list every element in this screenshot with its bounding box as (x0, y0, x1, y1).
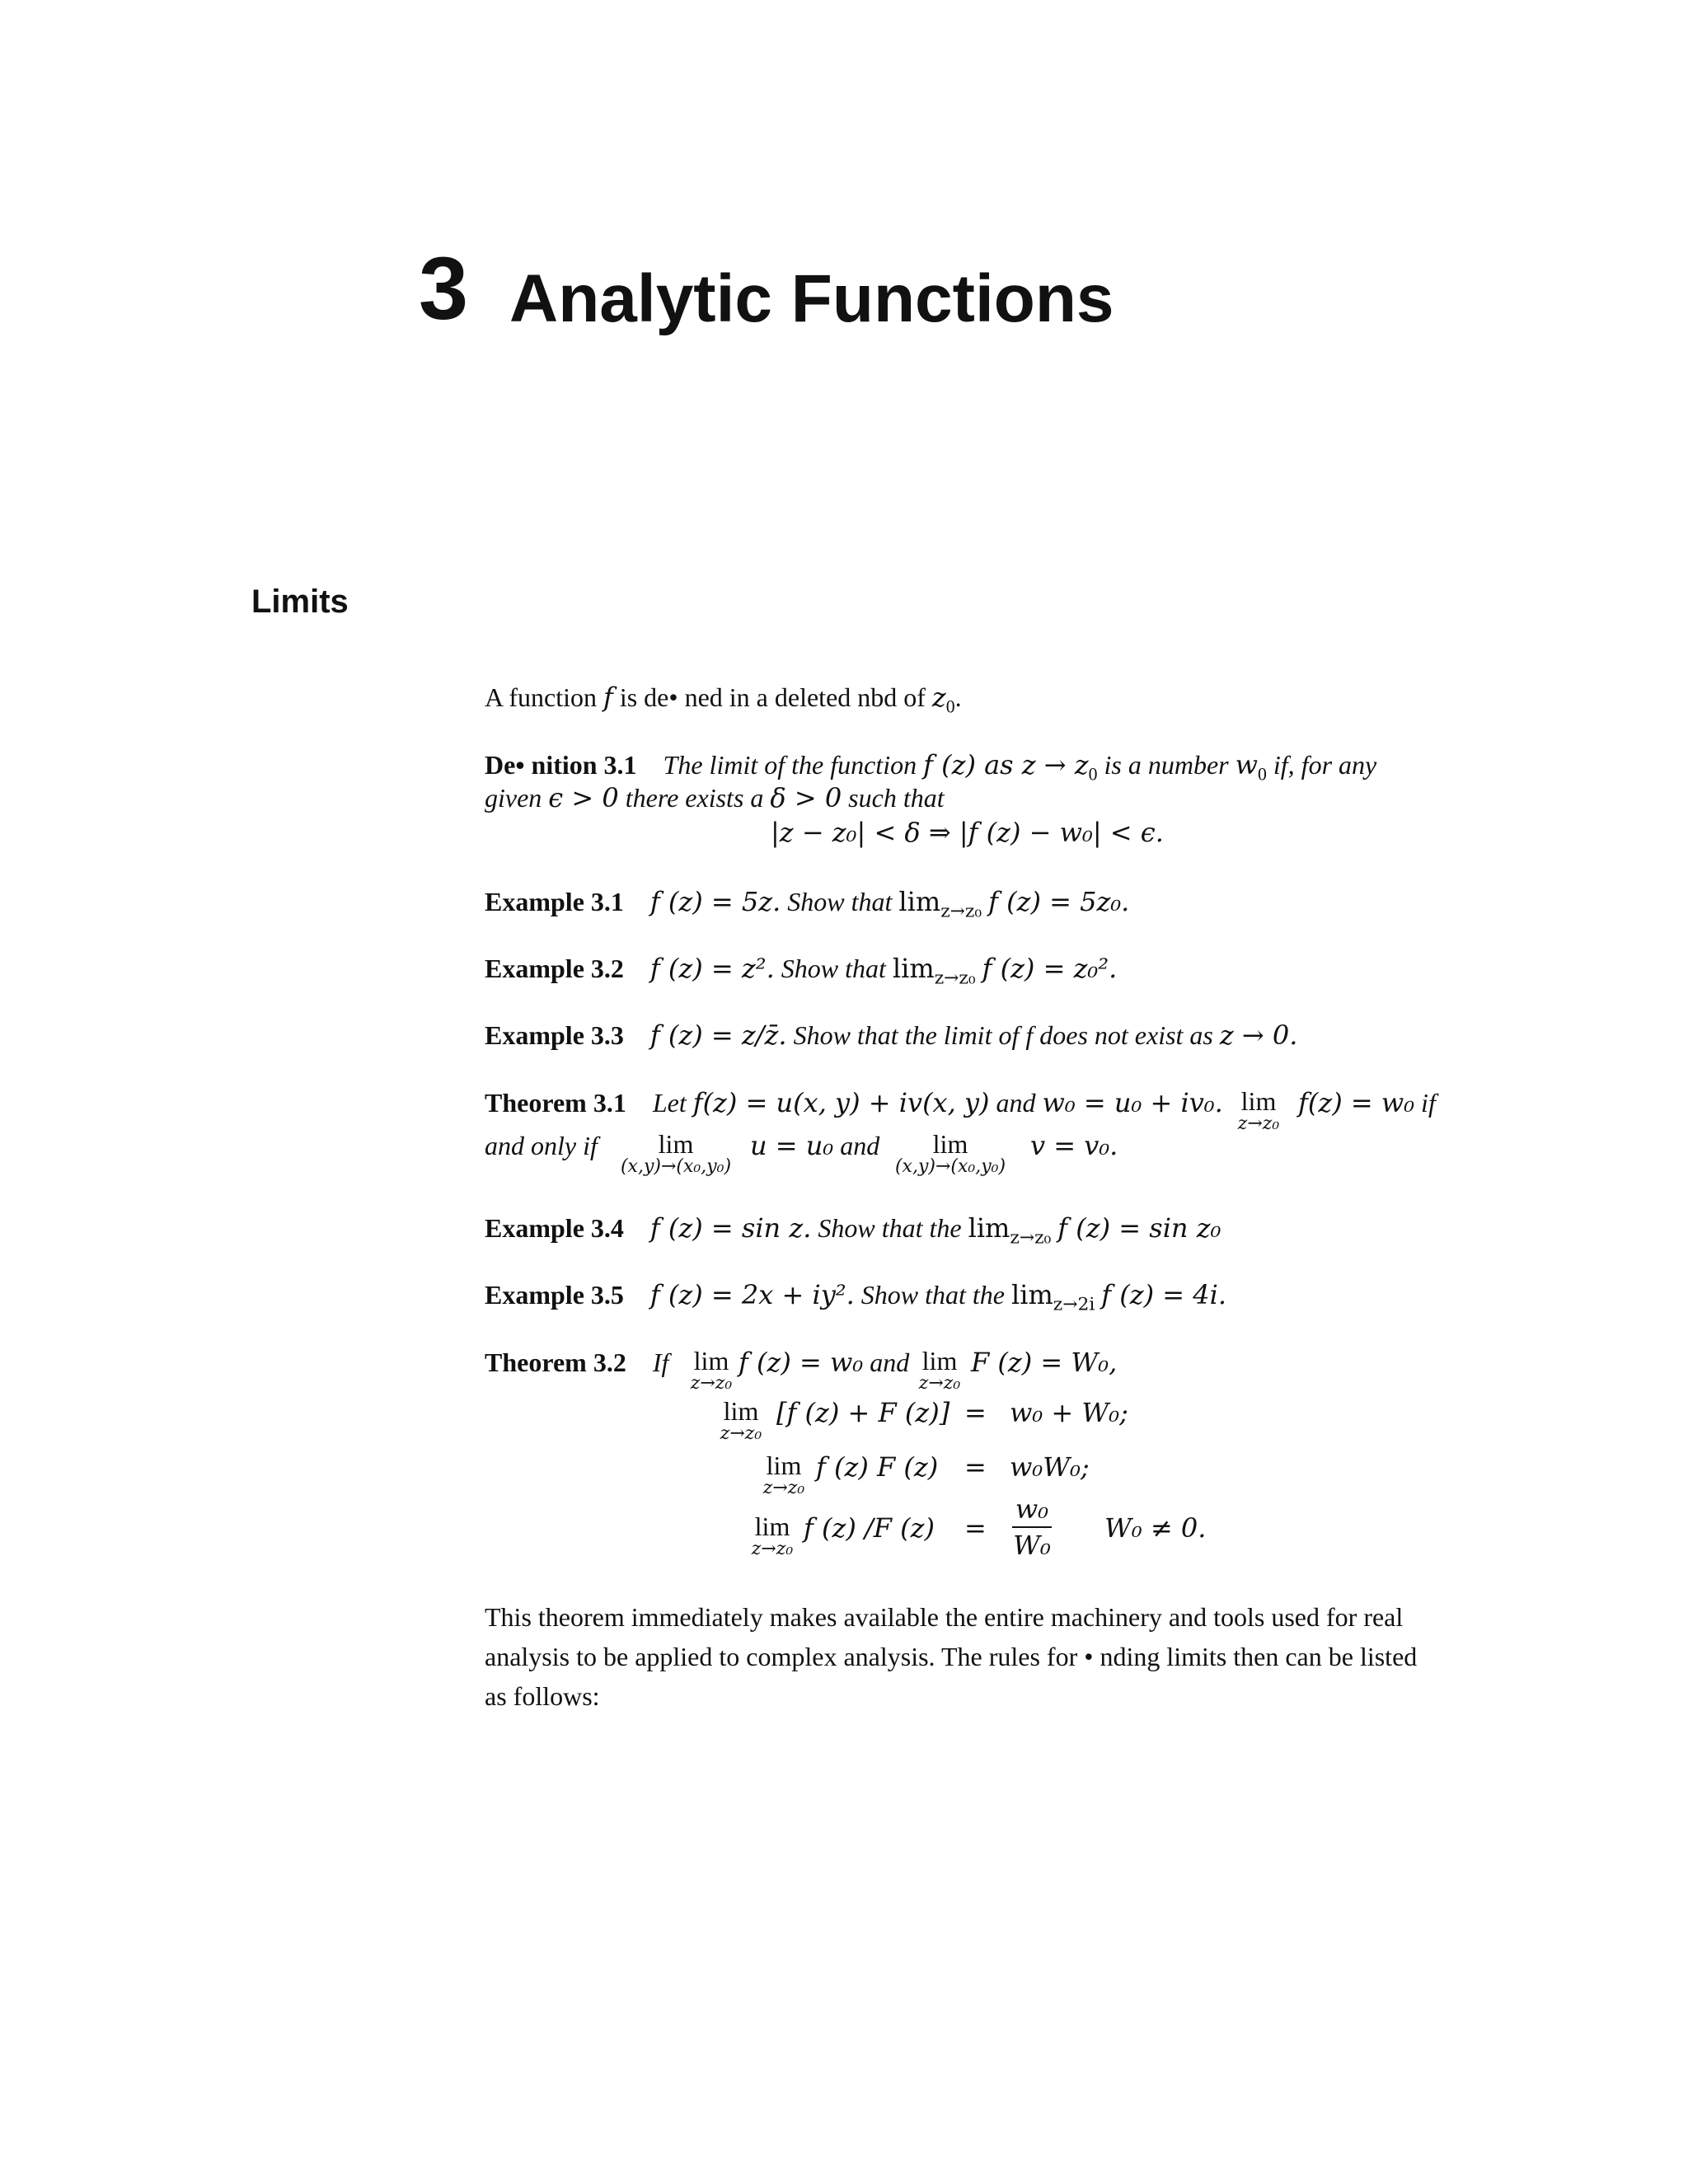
theorem-3-1-u-part: u = u₀ and (750, 1130, 880, 1161)
section-heading: Limits (251, 583, 349, 620)
theorem-label: Theorem 3.2 (485, 1347, 626, 1377)
theorem-3-2-row-3-eq: = (964, 1512, 987, 1544)
theorem-3-2-row-1-lhs: [f (z) + F (z)] (776, 1397, 950, 1428)
theorem-3-1-v-part: v = v₀. (1030, 1130, 1118, 1161)
fraction-numerator: w₀ (1015, 1493, 1049, 1525)
theorem-3-1-and-only-if: and only if (485, 1131, 598, 1160)
closing-paragraph (485, 1597, 1432, 1716)
example-label: Example 3.2 (485, 954, 624, 983)
theorem-3-2-limit-f: lim z→z₀ (690, 1346, 733, 1394)
theorem-3-2-row-2-rhs: w₀W₀; (1010, 1451, 1090, 1483)
example-3-3: Example 3.3 f (z) = z/z̄. Show that the limit of f does not exist as z → 0. (485, 1019, 1298, 1051)
closing-line-2: analysis to be applied to complex analysis. The rules for • nding limits then can be listed (485, 1642, 1418, 1671)
theorem-3-2-row-3-lhs: f (z) /F (z) (804, 1512, 935, 1544)
theorem-3-1-limit-u: lim (x,y)→(x₀,y₀) (620, 1129, 732, 1177)
theorem-3-2-label-line: Theorem 3.2 If (485, 1347, 669, 1377)
example-label: Example 3.3 (485, 1020, 624, 1050)
theorem-3-1-limit: lim z→z₀ (1237, 1086, 1280, 1134)
example-3-4: Example 3.4 f (z) = sin z. Show that the $\lim_{z\to z_0} f$ (z) = sin z₀ (485, 1212, 1221, 1249)
theorem-3-2-row-2-limit: lim z→z₀ (762, 1451, 805, 1498)
definition-line-2: given ϵ > 0 there exists a δ > 0 such that (485, 782, 945, 813)
closing-line-3: as follows: (485, 1681, 600, 1711)
example-3-5: Example 3.5 f (z) = 2x + iy². Show that the $\lim_{z\to 2i} f$ (z) = 4i. (485, 1279, 1227, 1315)
theorem-3-2-row-2-lhs: f (z) F (z) (816, 1451, 939, 1483)
theorem-3-2-row-3-condition: W₀ ≠ 0. (1104, 1512, 1207, 1544)
theorem-3-2-row-3-limit: lim z→z₀ (751, 1511, 794, 1559)
definition-line-1: De• nition 3.1 The limit of the function f (z) as $z \to z_0$ is a number $w_0$ if, for any (485, 749, 1377, 785)
definition-label: De• nition 3.1 (485, 750, 637, 780)
intro-sentence: A function f is de• ned in a deleted nbd of $z_0$. (485, 682, 962, 717)
fraction-denominator: W₀ (1013, 1530, 1051, 1561)
example-label: Example 3.1 (485, 887, 624, 916)
example-label: Example 3.5 (485, 1280, 624, 1310)
chapter-title: Analytic Functions (509, 261, 1114, 336)
theorem-label: Theorem 3.1 (485, 1088, 626, 1118)
definition-display-equation: |z − z₀| < δ ⇒ |f (z) − w₀| < ϵ. (771, 817, 1164, 848)
theorem-3-1-line-1-end: f(z) = w₀ if (1298, 1087, 1436, 1118)
theorem-3-2-row-2-eq: = (964, 1451, 987, 1483)
example-label: Example 3.4 (485, 1213, 624, 1243)
theorem-3-2-row-3-fraction (1012, 1493, 1052, 1561)
fraction-bar (1012, 1526, 1052, 1528)
theorem-3-1-limit-v: lim (x,y)→(x₀,y₀) (894, 1129, 1006, 1177)
theorem-3-2-row-1-limit: lim z→z₀ (720, 1396, 762, 1444)
theorem-3-2-row-1-eq: = (964, 1397, 987, 1428)
theorem-3-1-line-1: Theorem 3.1 Let f(z) = u(x, y) + iv(x, y) and w₀ = u₀ + iv₀. (485, 1087, 1223, 1118)
closing-line-1: This theorem immediately makes available the entire machinery and tools used for real (485, 1602, 1404, 1632)
chapter-number: 3 (419, 238, 469, 338)
theorem-3-2-hypothesis-f: f (z) = w₀ and (738, 1347, 910, 1378)
theorem-3-2-limit-F: lim z→z₀ (918, 1346, 961, 1394)
example-3-1: Example 3.1 f (z) = 5z. Show that $\lim_{z\to z_0} f$ (z) = 5z₀. (485, 886, 1130, 922)
theorem-3-2-hypothesis-F: F (z) = W₀, (971, 1347, 1118, 1378)
example-3-2: Example 3.2 f (z) = z². Show that $\lim_{z\to z_0} f$ (z) = z₀². (485, 953, 1118, 989)
theorem-3-2-row-1-rhs: w₀ + W₀; (1010, 1397, 1128, 1428)
